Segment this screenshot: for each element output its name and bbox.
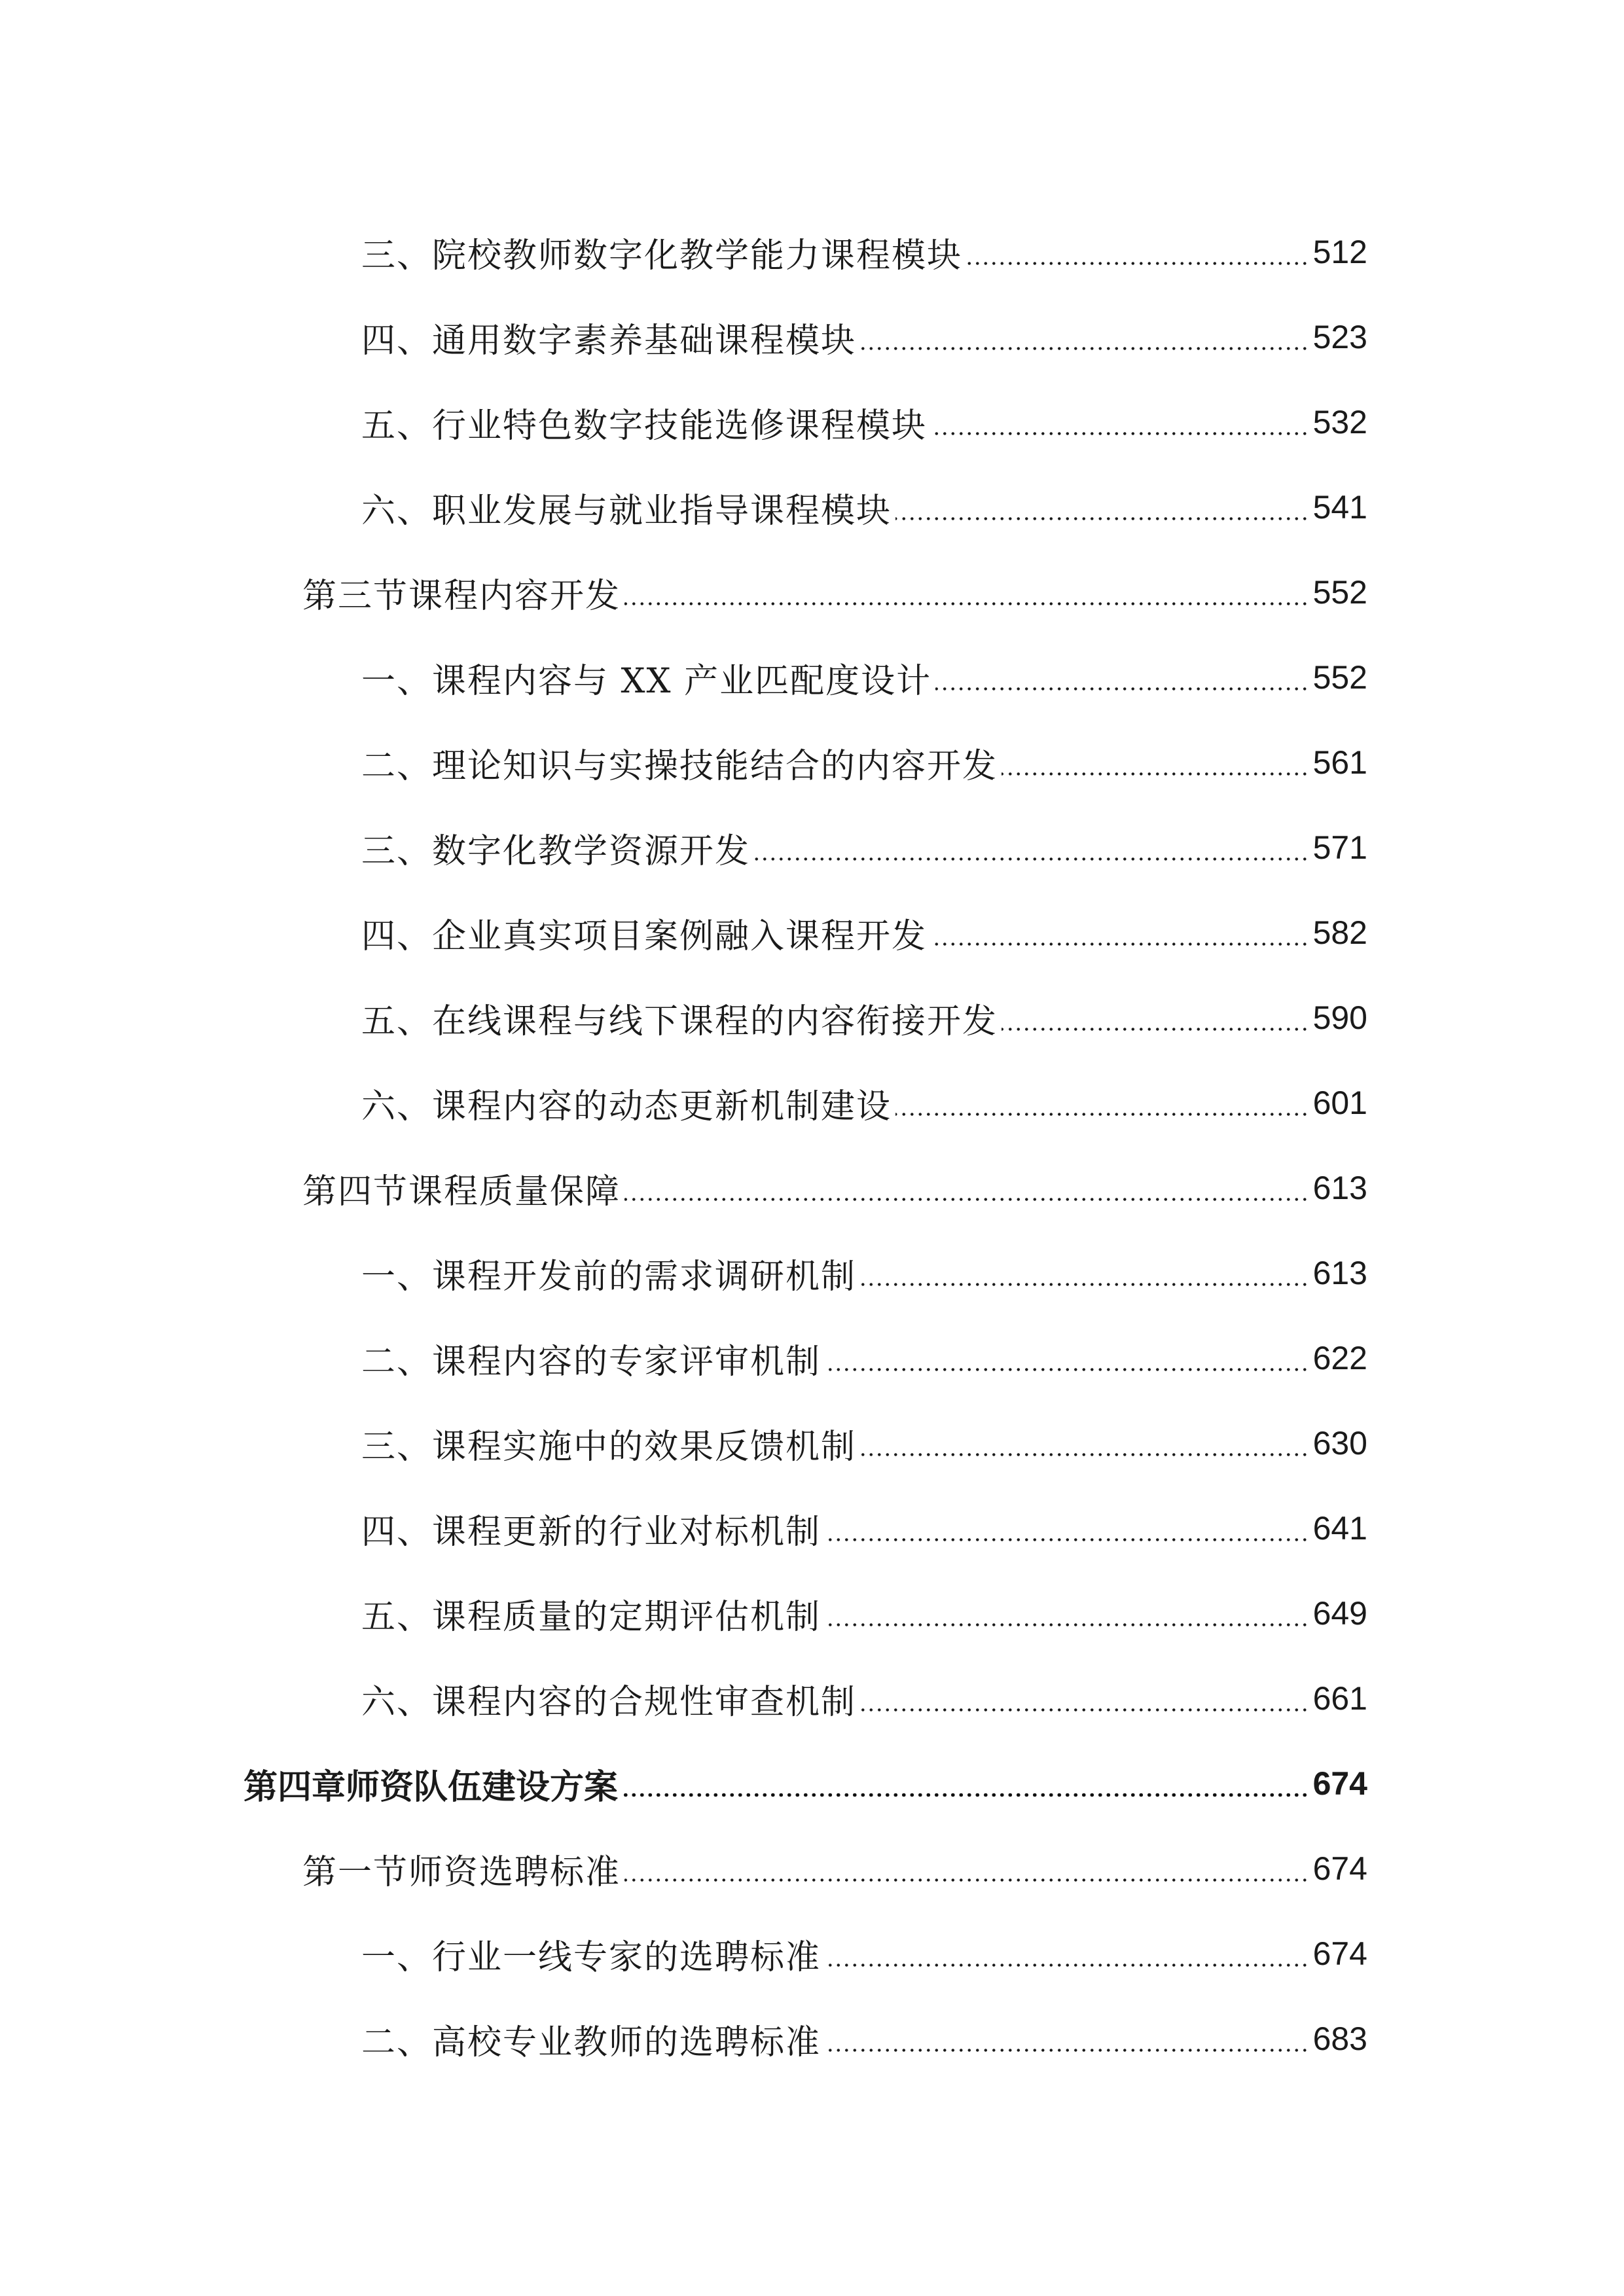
dot-leader (895, 1086, 1309, 1120)
toc-entry-title: 二、课程内容的专家评审机制 (361, 1342, 821, 1382)
dot-leader (825, 2022, 1309, 2056)
dot-leader (860, 1256, 1309, 1290)
toc-entry-title: 五、在线课程与线下课程的内容衔接开发 (361, 1001, 998, 1041)
table-of-contents (0, 209, 1624, 2081)
toc-entry[interactable] (0, 1826, 1624, 1911)
toc-entry[interactable] (0, 635, 1624, 720)
toc-entry-line (302, 1826, 1367, 1911)
dot-leader (1001, 745, 1309, 780)
toc-entry[interactable] (0, 209, 1624, 295)
toc-entry-title: 第四章师资队伍建设方案 (244, 1767, 619, 1807)
toc-entry-title: 第三节课程内容开发 (302, 576, 621, 616)
toc-entry[interactable] (0, 1996, 1624, 2081)
toc-entry-page-number: 641 (1312, 1510, 1367, 1547)
dot-leader (931, 916, 1309, 950)
toc-entry-page-number: 552 (1312, 574, 1367, 611)
dot-leader (624, 1852, 1309, 1886)
toc-entry-page-number: 590 (1312, 999, 1367, 1036)
toc-entry-title: 三、院校教师数字化教学能力课程模块 (361, 236, 963, 276)
toc-entry[interactable] (0, 465, 1624, 550)
dot-leader (1001, 1001, 1309, 1035)
toc-entry-title: 第四节课程质量保障 (302, 1172, 621, 1211)
dot-leader (860, 1426, 1309, 1460)
dot-leader (825, 1341, 1309, 1375)
toc-entry-page-number: 649 (1312, 1595, 1367, 1632)
dot-leader (825, 1596, 1309, 1630)
dot-leader (754, 831, 1309, 865)
toc-entry-page-number: 561 (1312, 744, 1367, 781)
toc-entry-line (302, 550, 1367, 635)
toc-entry-line (302, 1145, 1367, 1230)
toc-entry-page-number: 674 (1312, 1765, 1367, 1802)
toc-entry-title: 四、课程更新的行业对标机制 (361, 1512, 821, 1552)
toc-entry-line (361, 295, 1367, 380)
toc-entry-line (361, 1911, 1367, 1996)
toc-entry-line (361, 975, 1367, 1060)
toc-entry-title: 二、理论知识与实操技能结合的内容开发 (361, 746, 998, 786)
toc-entry[interactable] (0, 1401, 1624, 1486)
toc-entry[interactable] (0, 975, 1624, 1060)
toc-entry-line (361, 1656, 1367, 1741)
toc-entry-line (361, 1571, 1367, 1656)
toc-entry[interactable] (0, 1060, 1624, 1145)
toc-entry-page-number: 630 (1312, 1425, 1367, 1462)
toc-entry-page-number: 622 (1312, 1340, 1367, 1376)
toc-entry-page-number: 582 (1312, 914, 1367, 951)
toc-entry-page-number: 571 (1312, 829, 1367, 866)
toc-entry[interactable] (0, 1230, 1624, 1316)
dot-leader (860, 1681, 1309, 1715)
toc-entry-page-number: 532 (1312, 404, 1367, 440)
toc-entry-title: 一、课程开发前的需求调研机制 (361, 1257, 857, 1297)
toc-entry-page-number: 552 (1312, 659, 1367, 696)
toc-entry-line (361, 380, 1367, 465)
dot-leader (622, 1767, 1309, 1801)
toc-entry-title: 五、行业特色数字技能选修课程模块 (361, 406, 928, 446)
toc-entry[interactable] (0, 1741, 1624, 1826)
dot-leader (624, 575, 1309, 609)
toc-entry[interactable] (0, 550, 1624, 635)
toc-entry-line (361, 1401, 1367, 1486)
toc-entry-line (361, 209, 1367, 295)
toc-entry-page-number: 683 (1312, 2020, 1367, 2057)
toc-entry-page-number: 613 (1312, 1170, 1367, 1206)
toc-entry-page-number: 674 (1312, 1850, 1367, 1887)
toc-entry-line (361, 720, 1367, 805)
toc-entry-page-number: 523 (1312, 319, 1367, 355)
toc-entry[interactable] (0, 1911, 1624, 1996)
toc-entry-line (361, 1486, 1367, 1571)
dot-leader (895, 490, 1309, 524)
toc-entry-title: 三、课程实施中的效果反馈机制 (361, 1427, 857, 1467)
toc-entry-page-number: 512 (1312, 234, 1367, 270)
toc-entry-page-number: 613 (1312, 1255, 1367, 1291)
toc-entry-line (361, 890, 1367, 975)
dot-leader (624, 1171, 1309, 1205)
toc-entry-title: 第一节师资选聘标准 (302, 1852, 621, 1892)
toc-entry[interactable] (0, 1656, 1624, 1741)
toc-entry-title: 三、数字化教学资源开发 (361, 831, 751, 871)
toc-entry-title: 六、课程内容的动态更新机制建设 (361, 1086, 892, 1126)
toc-entry-title: 一、行业一线专家的选聘标准 (361, 1937, 821, 1977)
dot-leader (825, 1511, 1309, 1545)
toc-entry-title: 五、课程质量的定期评估机制 (361, 1597, 821, 1637)
toc-entry[interactable] (0, 805, 1624, 890)
toc-entry[interactable] (0, 1486, 1624, 1571)
toc-entry-line (361, 1996, 1367, 2081)
toc-entry[interactable] (0, 1145, 1624, 1230)
toc-entry-line (361, 1316, 1367, 1401)
toc-entry-title: 六、职业发展与就业指导课程模块 (361, 491, 892, 531)
toc-entry-line (361, 1060, 1367, 1145)
toc-entry-page-number: 541 (1312, 489, 1367, 526)
toc-entry-page-number: 674 (1312, 1935, 1367, 1972)
toc-entry[interactable] (0, 380, 1624, 465)
toc-entry-line (361, 805, 1367, 890)
toc-entry-line (244, 1741, 1367, 1826)
toc-entry-page-number: 601 (1312, 1085, 1367, 1121)
dot-leader (935, 660, 1308, 694)
toc-entry-title: 二、高校专业教师的选聘标准 (361, 2022, 821, 2062)
toc-entry[interactable] (0, 890, 1624, 975)
toc-entry[interactable] (0, 1316, 1624, 1401)
toc-entry[interactable] (0, 720, 1624, 805)
toc-entry-line (361, 1230, 1367, 1316)
toc-entry-line (361, 635, 1367, 720)
toc-entry-page-number: 661 (1312, 1680, 1367, 1717)
dot-leader (860, 320, 1309, 354)
dot-leader (931, 405, 1309, 439)
toc-entry-title: 一、课程内容与 XX 产业匹配度设计 (361, 661, 932, 701)
toc-entry-title: 四、通用数字素养基础课程模块 (361, 321, 857, 361)
dot-leader (966, 235, 1309, 269)
toc-entry-line (361, 465, 1367, 550)
toc-entry[interactable] (0, 295, 1624, 380)
toc-entry-title: 四、企业真实项目案例融入课程开发 (361, 916, 928, 956)
dot-leader (825, 1937, 1309, 1971)
toc-entry-title: 六、课程内容的合规性审查机制 (361, 1682, 857, 1722)
toc-entry[interactable] (0, 1571, 1624, 1656)
